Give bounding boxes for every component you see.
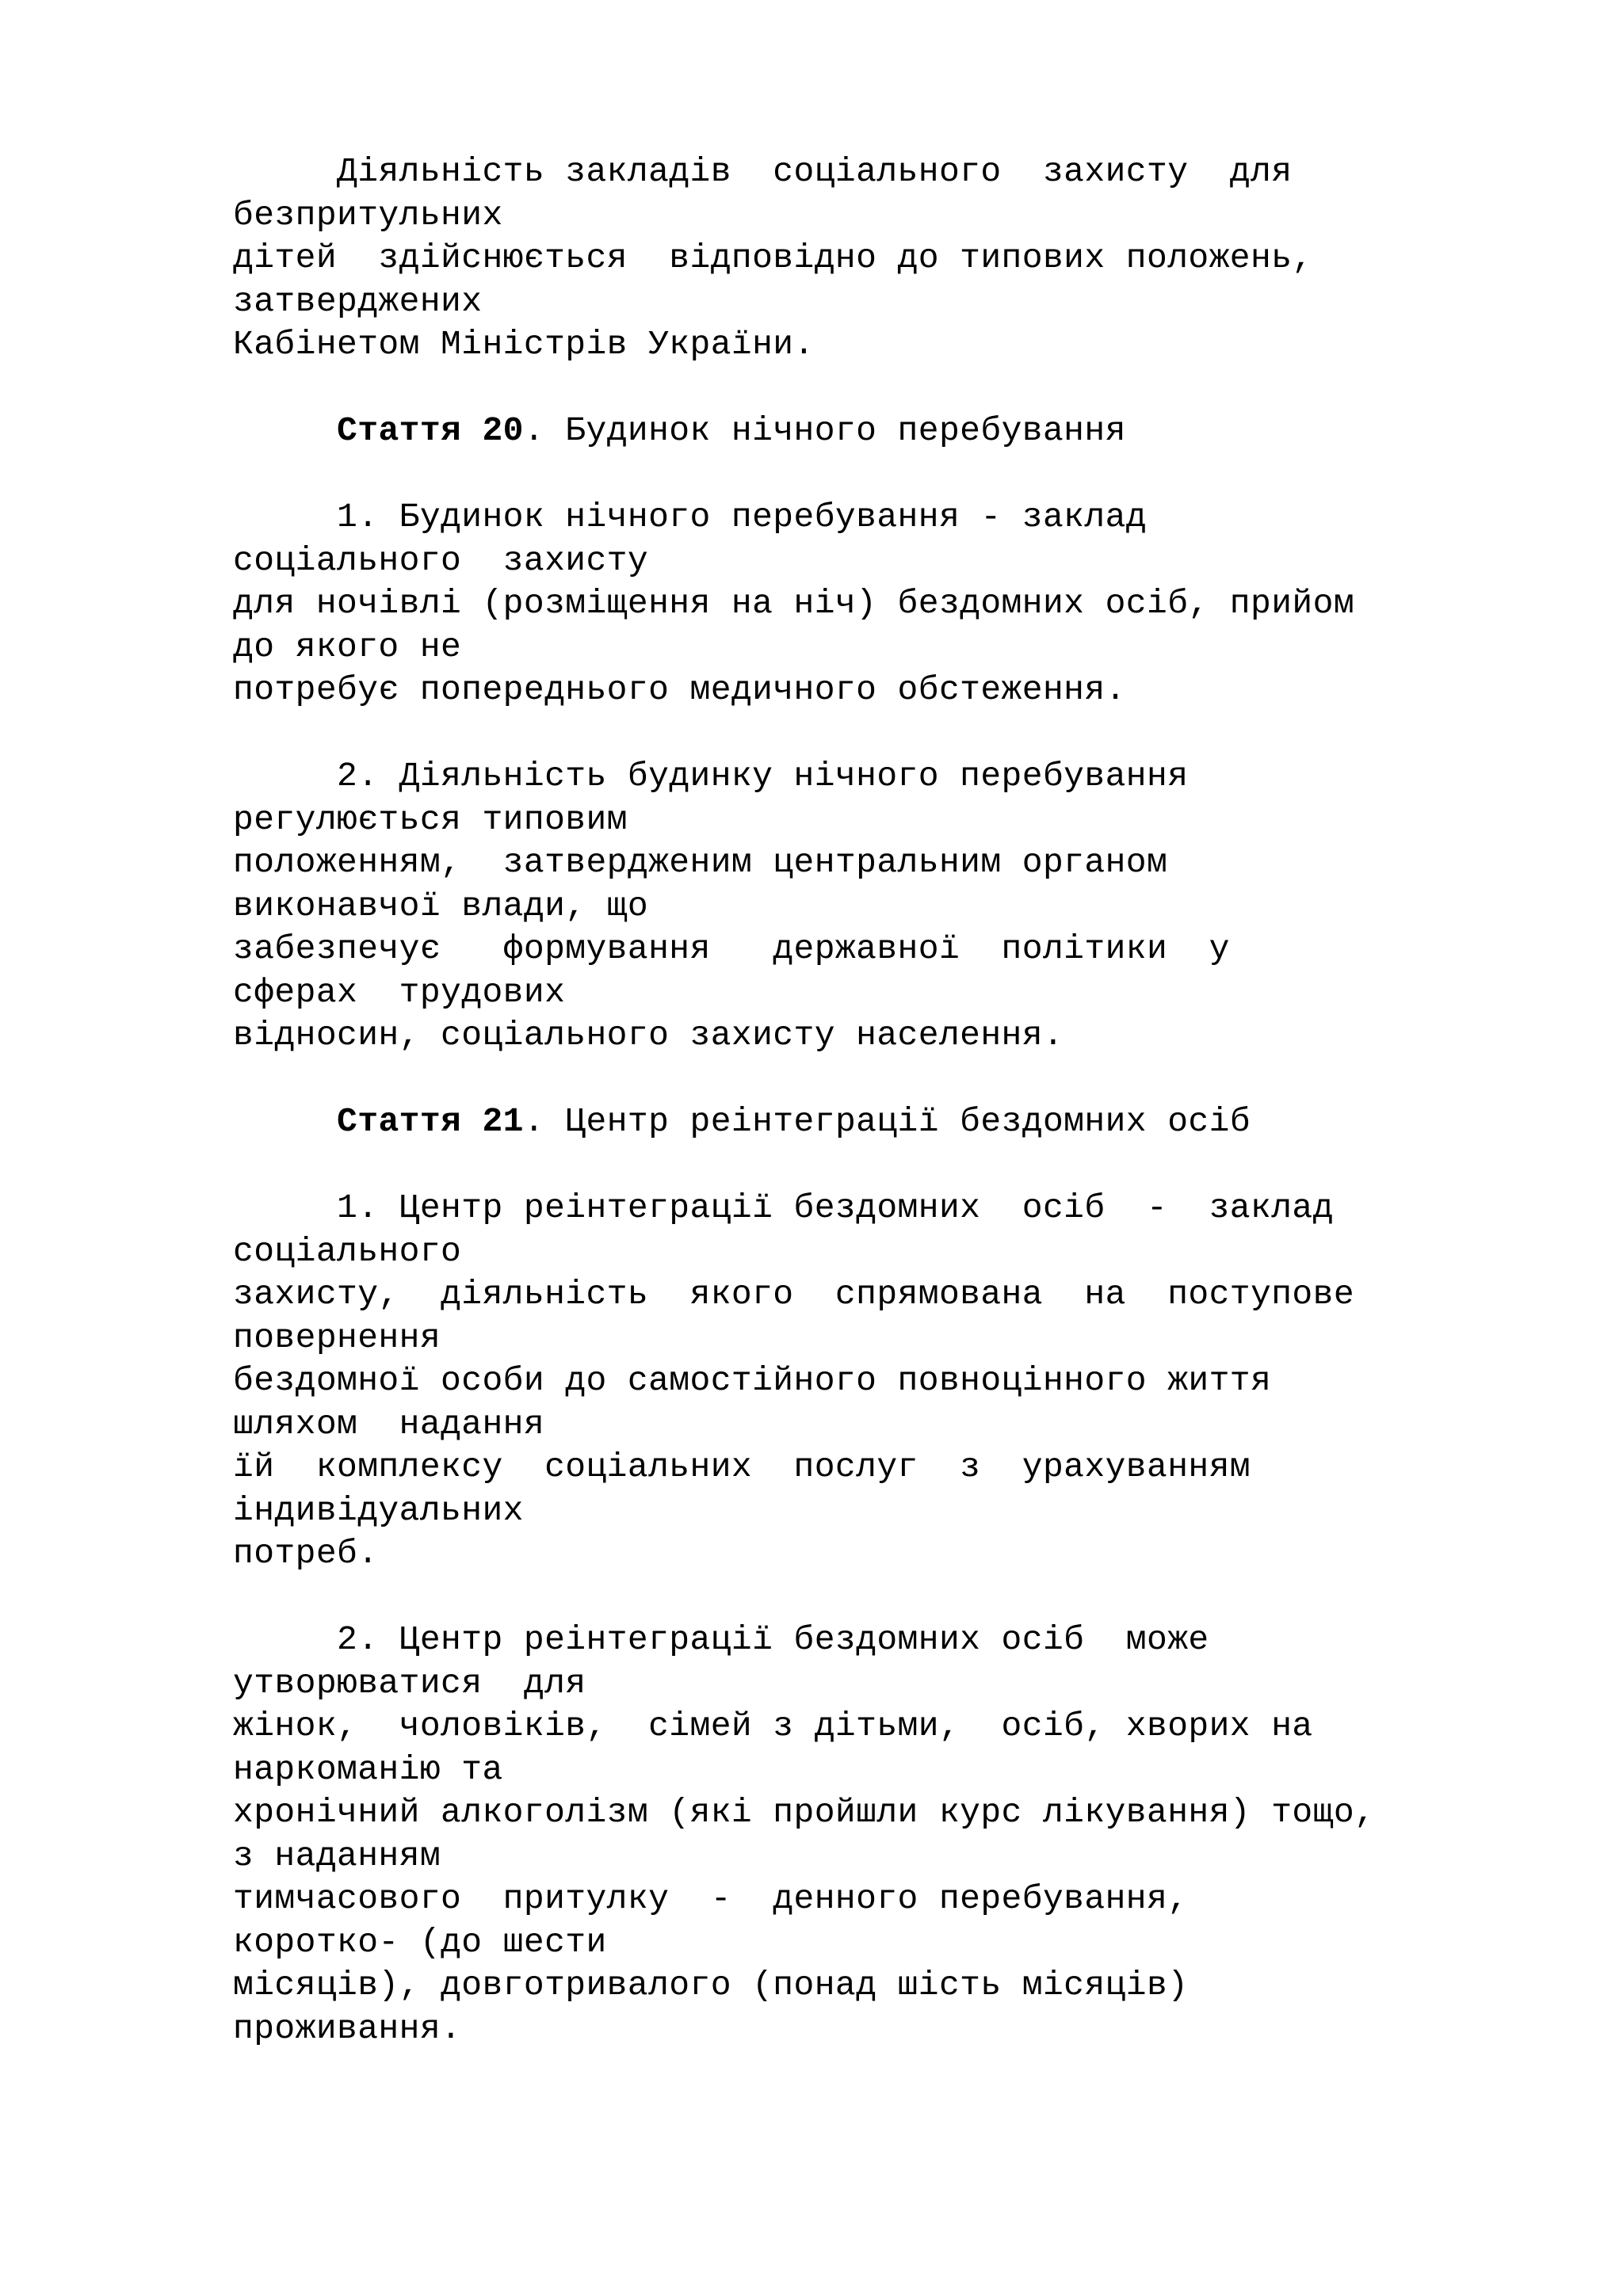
text-line: захисту, діяльність якого спрямована на поступове [233, 1275, 1355, 1314]
text-line: сферах трудових [233, 972, 566, 1012]
text-line: їй комплексу соціальних послуг з урахуванням [233, 1447, 1251, 1486]
text-line: положенням, затвердженим центральним органом [233, 843, 1168, 882]
text-line: 1. Будинок нічного перебування - заклад [233, 498, 1147, 536]
text-line: 2. Центр реінтеграції бездомних осіб може [233, 1620, 1209, 1659]
article-21-label: Стаття 21 [337, 1102, 524, 1141]
article-21-title: . Центр реінтеграції бездомних осіб [523, 1102, 1251, 1141]
text-line: забезпечує формування державної політики у [233, 929, 1230, 968]
article-21-indent [233, 1102, 337, 1141]
article-20-title: . Будинок нічного перебування [523, 411, 1126, 450]
text-line: безпритульних [233, 195, 503, 235]
article-21-heading [233, 1100, 1580, 1144]
text-line: до якого не [233, 627, 462, 666]
text-line: 1. Центр реінтеграції бездомних осіб - заклад [233, 1188, 1334, 1227]
blank-line [233, 1144, 1580, 1188]
blank-line [233, 1058, 1580, 1101]
blank-line [233, 1576, 1580, 1619]
text-line: виконавчої влади, що [233, 886, 649, 925]
text-line: тимчасового притулку - денного перебування, [233, 1879, 1189, 1918]
text-line: проживання. [233, 2008, 462, 2048]
text-line: індивідуальних [233, 1490, 524, 1530]
text-line: наркоманію та [233, 1749, 503, 1789]
text-line: 2. Діяльність будинку нічного перебування [233, 757, 1189, 795]
text-line: жінок, чоловіків, сімей з дітьми, осіб, хворих на [233, 1707, 1313, 1745]
text-line: потребує попереднього медичного обстеження. [233, 670, 1126, 709]
blank-line [233, 712, 1580, 756]
text-line: хронічний алкоголізм (які пройшли курс лікування) тощо, [233, 1793, 1376, 1832]
article-20-label: Стаття 20 [337, 411, 524, 450]
text-line: повернення [233, 1318, 441, 1357]
text-line: потреб. [233, 1534, 379, 1573]
article-20-heading [233, 410, 1580, 453]
text-line: регулюється типовим [233, 799, 628, 839]
blank-line [233, 367, 1580, 410]
text-line: дітей здійснюється відповідно до типових положень, [233, 238, 1313, 277]
text-line: коротко- (до шести [233, 1922, 607, 1962]
text-line: шляхом надання [233, 1404, 545, 1444]
blank-line [233, 453, 1580, 497]
text-line: відносин, соціального захисту населення. [233, 1016, 1064, 1055]
text-line: соціального захисту [233, 540, 649, 580]
text-line: з наданням [233, 1836, 441, 1875]
text-line: місяців), довготривалого (понад шість місяців) [233, 1966, 1189, 2004]
article-20-indent [233, 411, 337, 450]
text-line: Діяльність закладів соціального захисту для [233, 152, 1293, 191]
text-line: соціального [233, 1231, 462, 1271]
text-line: для ночівлі (розміщення на ніч) бездомних осіб, прийом [233, 584, 1355, 623]
text-line: утворюватися для [233, 1663, 586, 1703]
document-text [233, 151, 1580, 2050]
text-line: бездомної особи до самостійного повноцінного життя [233, 1361, 1272, 1400]
text-line: затверджених [233, 281, 483, 321]
text-line: Кабінетом Міністрів України. [233, 325, 815, 364]
